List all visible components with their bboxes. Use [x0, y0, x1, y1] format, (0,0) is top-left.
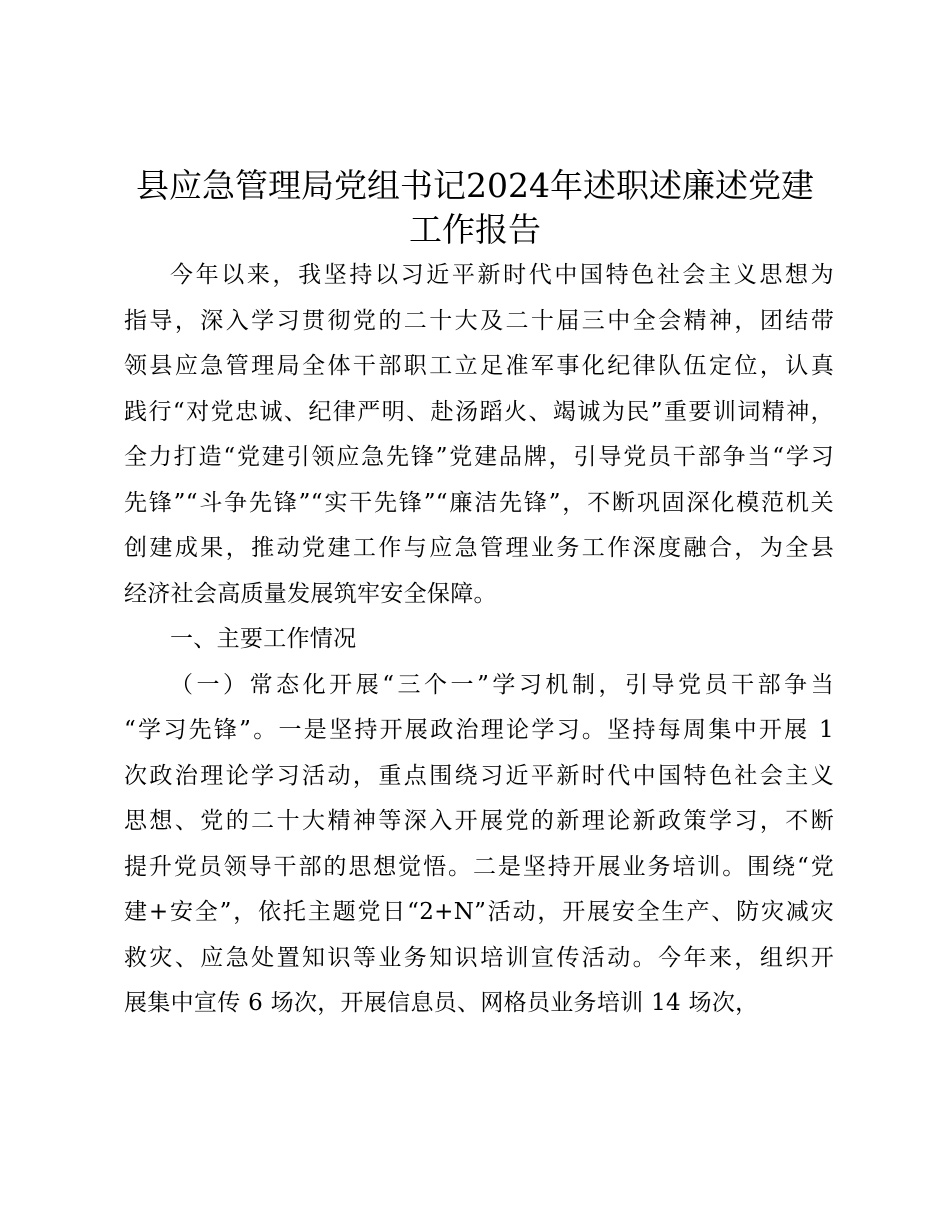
- intro-line: 先锋”“斗争先锋”“实干先锋”“廉洁先锋”，不断巩固深化模范机关: [124, 489, 834, 516]
- subsection-line: 救灾、应急处置知识等业务知识培训宣传活动。今年来，组织开: [124, 944, 834, 971]
- subsection-line: 提升党员领导干部的思想觉悟。二是坚持开展业务培训。围绕“党: [124, 853, 834, 880]
- subsection-line: 思想、党的二十大精神等深入开展党的新理论新政策学习，不断: [124, 808, 834, 834]
- subsection-line: 展集中宣传 6 场次，开展信息员、网格员业务培训 14 场次，: [124, 990, 759, 1016]
- section-heading: 一、主要工作情况: [170, 626, 357, 652]
- intro-line: 全力打造“党建引领应急先锋”党建品牌，引导党员干部争当“学习: [124, 444, 834, 470]
- subsection-line: 次政治理论学习活动，重点围绕习近平新时代中国特色社会主义: [124, 762, 834, 789]
- subsection-heading-line-2: “学习先锋”。一是坚持开展政治理论学习。坚持每周集中开展 1: [124, 717, 834, 743]
- intro-line: 创建成果，推动党建工作与应急管理业务工作深度融合，为全县: [124, 535, 834, 561]
- intro-line: 领县应急管理局全体干部职工立足准军事化纪律队伍定位，认真: [124, 353, 834, 379]
- document-body: [124, 253, 834, 1027]
- document-title-line-2: 工作报告: [409, 210, 541, 249]
- subsection-line: 建+安全”，依托主题党日“2+N”活动，开展安全生产、防灾减灾: [124, 899, 834, 925]
- subsection-heading-line-1: （一）常态化开展“三个一”学习机制，引导党员干部争当: [170, 671, 834, 698]
- intro-line: 指导，深入学习贯彻党的二十大及二十届三中全会精神，团结带: [124, 307, 834, 334]
- intro-line: 经济社会高质量发展筑牢安全保障。: [124, 580, 497, 607]
- document-title-line-1: 县应急管理局党组书记2024年述职述廉述党建: [136, 166, 814, 205]
- intro-line: 践行“对党忠诚、纪律严明、赴汤蹈火、竭诚为民”重要训词精神，: [124, 398, 834, 425]
- intro-line: 今年以来，我坚持以习近平新时代中国特色社会主义思想为: [170, 262, 834, 288]
